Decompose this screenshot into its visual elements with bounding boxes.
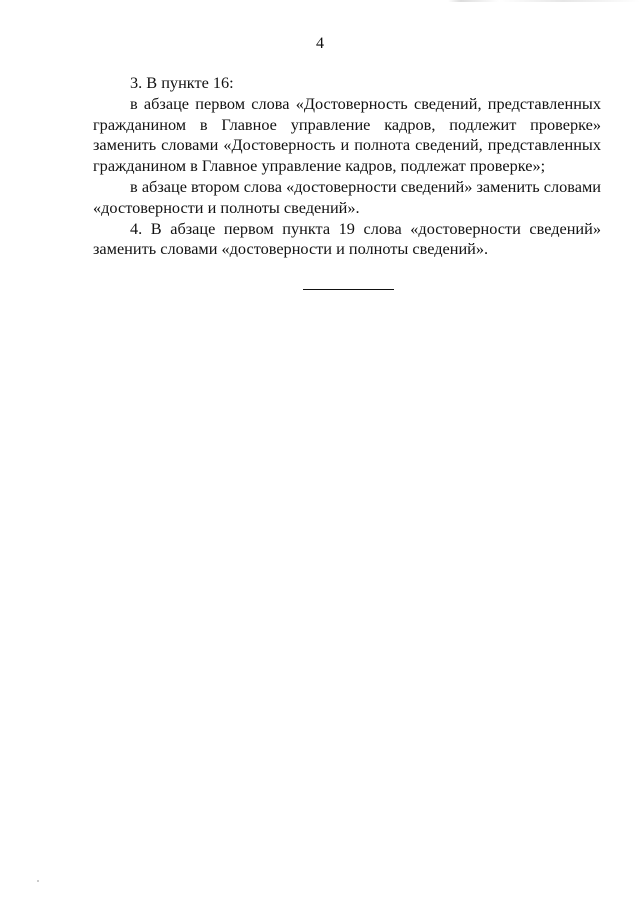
document-body (93, 73, 601, 260)
scan-edge (0, 0, 640, 2)
paragraph-item-4: 4. В абзаце первом пункта 19 слова «достоверности сведений» заменить словами «достоверности и полноты сведений». (93, 218, 601, 259)
paragraph-item-3-second-abzac: в абзаце втором слова «достоверности сведений» заменить словами «достоверности и полноты сведений». (93, 176, 601, 217)
page-number: 4 (316, 35, 324, 52)
paragraph-item-3-heading: 3. В пункте 16: (130, 73, 234, 92)
scan-speck (37, 880, 39, 882)
paragraph-item-3-first-abzac: в абзаце первом слова «Достоверность сведений, представленных гражданином в Главное управление кадров, подлежит проверке» заменить словами «Достоверность и полнота сведений, представленных гражданином в Главное управление кадров, подлежат проверке»; (93, 93, 601, 176)
end-divider-line (303, 289, 394, 290)
